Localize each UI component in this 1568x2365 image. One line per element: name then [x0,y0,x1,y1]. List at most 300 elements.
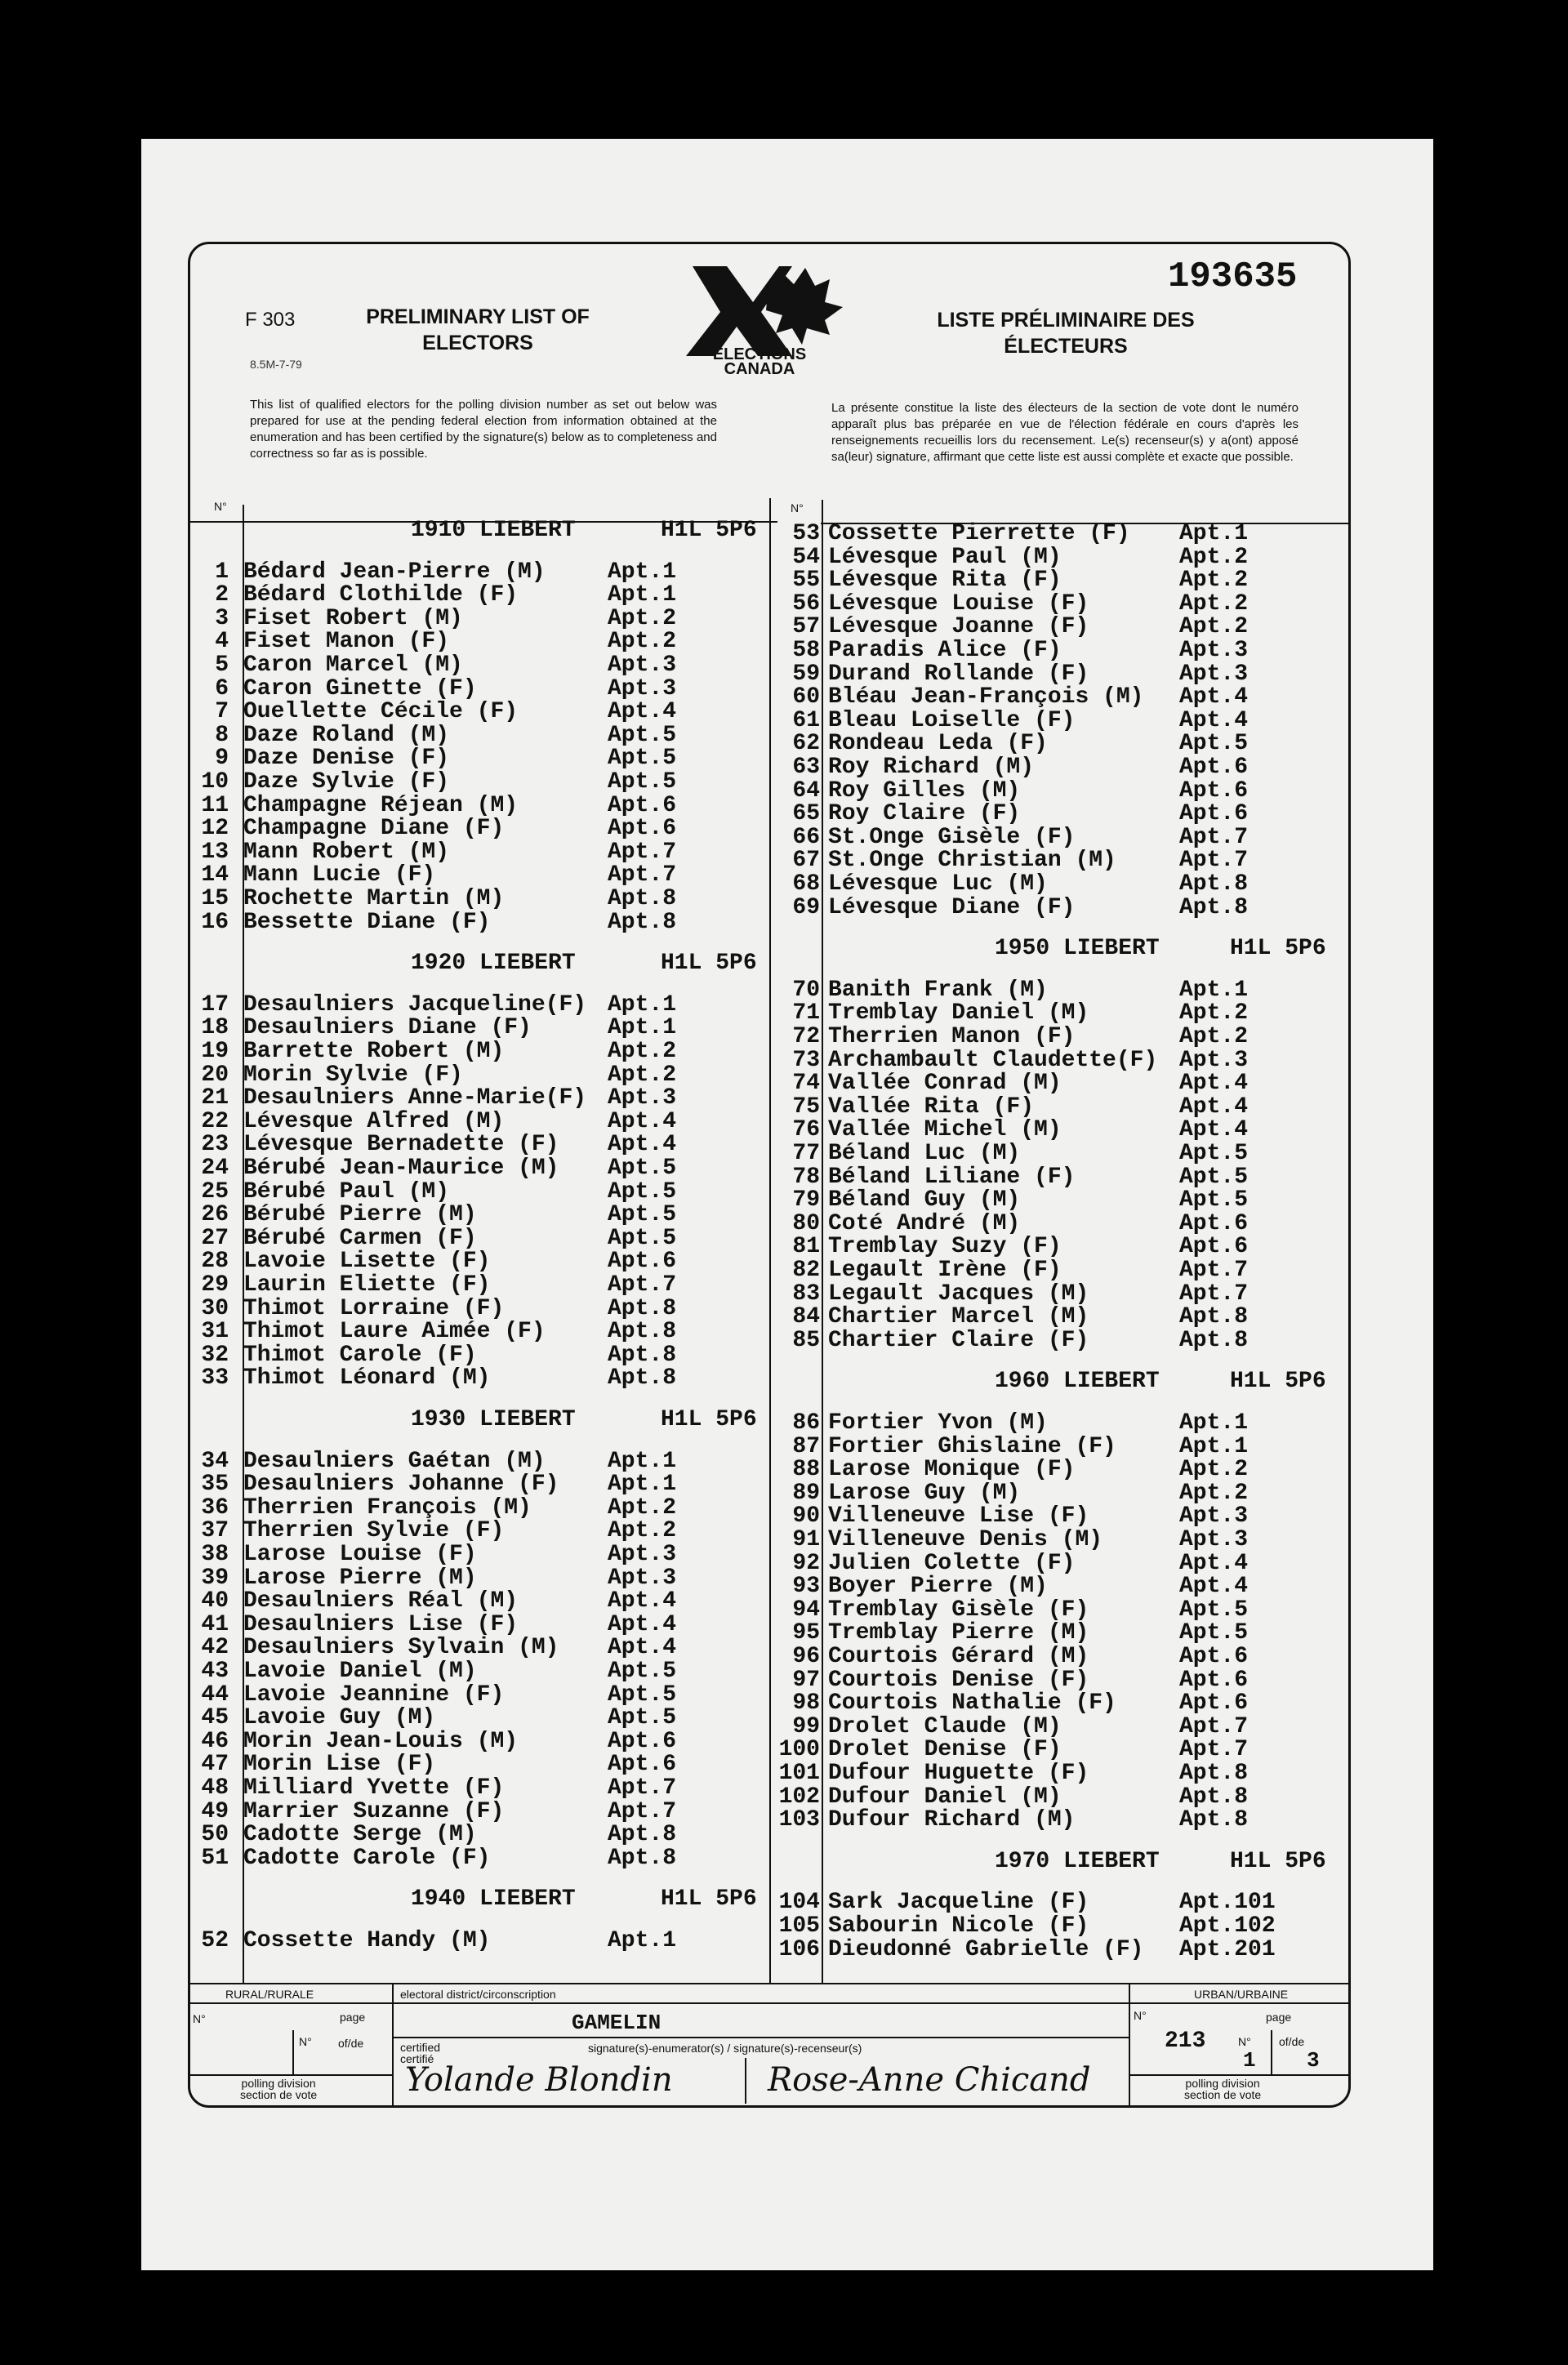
elector-name: Bérubé Pierre (M) [243,1202,477,1228]
elector-apartment: Apt.7 [608,1798,677,1824]
elector-number: 87 [792,1433,820,1459]
elector-name: Béland Luc (M) [828,1141,1021,1166]
elector-apartment: Apt.7 [1179,1713,1249,1739]
elector-apartment: Apt.5 [608,1659,677,1684]
elector-name: Cossette Pierrette (F) [828,521,1130,546]
elector-number: 59 [792,661,820,687]
elector-apartment: Apt.1 [608,582,677,608]
elector-name: Bessette Diane (F) [243,909,491,935]
elector-name: Drolet Denise (F) [828,1737,1062,1763]
elector-name: Desaulniers Anne-Marie(F) [243,1085,587,1111]
elector-apartment: Apt.1 [1179,977,1249,1003]
district-value: GAMELIN [572,2011,662,2035]
elector-name: Milliard Yvette (F) [243,1775,505,1801]
elector-name: Fortier Ghislaine (F) [828,1433,1116,1459]
elector-apartment: Apt.8 [608,909,677,935]
elector-number: 54 [792,544,820,570]
elector-name: Desaulniers Johanne (F) [243,1472,559,1498]
elector-apartment: Apt.3 [608,652,677,678]
urban-page-label: page [1266,2011,1292,2024]
polling-division-number: 213 [1165,2029,1206,2054]
elector-apartment: Apt.2 [1179,1480,1249,1506]
elector-number: 97 [792,1667,820,1693]
elector-apartment: Apt.2 [1179,590,1249,617]
elector-name: Mann Lucie (F) [243,862,436,889]
elector-name: Ouellette Cécile (F) [243,699,519,725]
elector-name: Courtois Denise (F) [828,1667,1089,1693]
page-number: 1 [1243,2048,1256,2073]
elector-name: Desaulniers Lise (F) [243,1611,519,1637]
elector-name: Desaulniers Sylvain (M) [243,1635,559,1661]
elector-number: 106 [778,1936,820,1962]
street-header [995,1369,1326,1395]
elector-apartment: Apt.7 [1179,1280,1249,1307]
elector-name: Morin Lise (F) [243,1752,436,1778]
postal-code: H1L 5P6 [1230,1369,1326,1395]
street-header [411,518,757,543]
elector-apartment: Apt.2 [608,1518,677,1544]
elector-number: 67 [792,848,820,874]
elector-number: 76 [792,1117,820,1143]
elector-name: Sabourin Nicole (F) [828,1913,1089,1939]
footer-urban-page-divider [1271,2030,1272,2074]
street-address: 1950 LIEBERT [995,936,1160,962]
elector-number: 80 [792,1210,820,1236]
elector-name: Béland Liliane (F) [828,1164,1076,1190]
elector-apartment: Apt.6 [608,1752,677,1778]
elector-apartment: Apt.5 [1179,1187,1249,1214]
elector-number: 74 [792,1071,820,1097]
elector-apartment: Apt.8 [608,1845,677,1871]
elector-apartment: Apt.6 [1179,801,1249,827]
rural-page-label: page [340,2011,366,2024]
elector-number: 44 [201,1681,229,1708]
elector-apartment: Apt.5 [608,1178,677,1205]
elector-name: Roy Claire (F) [828,801,1021,827]
street-address: 1930 LIEBERT [411,1407,576,1432]
elector-number: 2 [215,582,229,608]
elector-name: Tremblay Pierre (M) [828,1620,1089,1646]
elector-apartment: Apt.5 [608,746,677,772]
elector-apartment: Apt.6 [608,816,677,842]
elector-name: Cossette Handy (M) [243,1928,491,1953]
rural-page-no-label: N° [299,2035,312,2048]
elector-name: Drolet Claude (M) [828,1713,1062,1739]
elector-number: 73 [792,1047,820,1073]
elector-name: Chartier Claire (F) [828,1327,1089,1353]
elector-apartment: Apt.2 [608,629,677,655]
elector-apartment: Apt.1 [1179,1410,1249,1436]
elections-canada-logo-icon [670,260,849,374]
elector-number: 11 [201,792,229,818]
elector-apartment: Apt.5 [608,1202,677,1228]
elector-name: Lévesque Diane (F) [828,894,1076,920]
elector-number: 25 [201,1178,229,1205]
elector-apartment: Apt.1 [608,1472,677,1498]
elector-name: Durand Rollande (F) [828,661,1089,687]
elector-apartment: Apt.4 [608,1611,677,1637]
elector-number: 45 [201,1705,229,1731]
street-header [995,1848,1326,1874]
elector-name: Therrien François (M) [243,1494,532,1521]
elector-number: 85 [792,1327,820,1353]
elector-name: Dufour Daniel (M) [828,1784,1062,1810]
elector-name: St.Onge Christian (M) [828,848,1116,874]
elector-number: 89 [792,1480,820,1506]
elector-name: Villeneuve Denis (M) [828,1527,1103,1552]
elector-name: Bérubé Paul (M) [243,1178,450,1205]
elector-number: 95 [792,1620,820,1646]
street-address: 1970 LIEBERT [995,1848,1160,1874]
urban-page-no-label: N° [1238,2035,1251,2048]
elector-name: Dufour Huguette (F) [828,1761,1089,1786]
elector-number: 33 [201,1365,229,1392]
elector-apartment: Apt.8 [608,1295,677,1321]
elector-name: Legault Jacques (M) [828,1280,1089,1307]
rural-no-label: N° [193,2012,206,2025]
elector-number: 30 [201,1295,229,1321]
signature-label: signature(s)-enumerator(s) / signature(s)-recenseur(s) [588,2042,862,2055]
elector-apartment: Apt.2 [608,1039,677,1064]
elector-apartment: Apt.2 [1179,544,1249,570]
elector-name: Champagne Diane (F) [243,816,505,842]
page-total: 3 [1307,2048,1320,2073]
elector-apartment: Apt.7 [1179,824,1249,850]
street-header [995,936,1326,962]
elector-number: 26 [201,1202,229,1228]
elector-name: Legault Irène (F) [828,1258,1062,1283]
elector-number: 86 [792,1410,820,1436]
elector-name: Roy Gilles (M) [828,777,1021,804]
postal-code: H1L 5P6 [1230,936,1326,962]
elector-apartment: Apt.6 [1179,1644,1249,1669]
elector-number: 91 [792,1527,820,1552]
elector-number: 62 [792,731,820,757]
elector-number: 49 [201,1798,229,1824]
elector-number: 12 [201,816,229,842]
elector-number: 51 [201,1845,229,1871]
elector-name: Bérubé Carmen (F) [243,1225,477,1251]
elector-number: 64 [792,777,820,804]
elector-number: 103 [778,1807,820,1833]
right-number-divider [822,500,823,1983]
elector-name: Cadotte Serge (M) [243,1822,477,1848]
elector-apartment: Apt.4 [608,699,677,725]
postal-code: H1L 5P6 [661,518,757,543]
rural-polling-label: polling division section de vote [240,2077,318,2101]
elector-number: 3 [215,605,229,631]
elector-number: 61 [792,707,820,733]
elector-apartment: Apt.6 [1179,1234,1249,1260]
elector-name: Courtois Gérard (M) [828,1644,1089,1669]
elector-number: 43 [201,1659,229,1684]
elector-apartment: Apt.6 [1179,777,1249,804]
elector-number: 1 [215,559,229,585]
elector-apartment: Apt.7 [608,1272,677,1298]
elector-name: Thimot Lorraine (F) [243,1295,505,1321]
elector-number: 60 [792,684,820,710]
elector-name: Lavoie Guy (M) [243,1705,436,1731]
elector-number: 55 [792,568,820,594]
elector-name: Lévesque Paul (M) [828,544,1062,570]
elector-apartment: Apt.7 [608,1775,677,1801]
elector-number: 18 [201,1015,229,1041]
elector-apartment: Apt.3 [608,1085,677,1111]
postal-code: H1L 5P6 [661,1407,757,1432]
elector-name: Caron Marcel (M) [243,652,463,678]
elector-name: Tremblay Gisèle (F) [828,1597,1089,1623]
elector-number: 98 [792,1690,820,1717]
elector-apartment: Apt.1 [1179,521,1249,546]
elector-apartment: Apt.102 [1179,1913,1276,1939]
elector-apartment: Apt.8 [1179,1327,1249,1353]
elector-apartment: Apt.8 [1179,1784,1249,1810]
elector-number: 70 [792,977,820,1003]
elector-name: Daze Roland (M) [243,722,450,748]
logo-text-canada: CANADA [724,360,795,374]
elector-name: Lévesque Luc (M) [828,871,1048,897]
elector-apartment: Apt.5 [608,722,677,748]
elector-number: 15 [201,886,229,911]
elector-number: 14 [201,862,229,889]
elector-apartment: Apt.8 [1179,1304,1249,1330]
elector-name: Lavoie Daniel (M) [243,1659,477,1684]
rural-of-label: of/de [338,2037,364,2050]
elector-apartment: Apt.1 [608,1928,677,1953]
elector-name: Lévesque Louise (F) [828,590,1089,617]
elector-name: Therrien Sylvie (F) [243,1518,505,1544]
elector-apartment: Apt.4 [608,1132,677,1158]
footer-rural-polling-rule [188,2074,394,2076]
elector-apartment: Apt.7 [608,839,677,865]
elector-apartment: Apt.8 [608,1319,677,1345]
postal-code: H1L 5P6 [661,951,757,977]
intro-french: La présente constitue la liste des électeurs de la section de vote dont le numéro apparaît plus bas préparée en vue de l'élection fédérale en cours d'après les renseignements recueillis lors du recensement. Le(s) recenseur(s) y a(ont) apposé sa(leur) signature, affirmant que cette liste est aussi complète et exacte que possible. [831,401,1298,464]
elector-apartment: Apt.3 [1179,1503,1249,1530]
elector-apartment: Apt.5 [608,1681,677,1708]
elector-name: Desaulniers Jacqueline(F) [243,991,587,1018]
elector-number: 99 [792,1713,820,1739]
elector-number: 29 [201,1272,229,1298]
elector-name: Larose Monique (F) [828,1457,1076,1483]
elector-name: Marrier Suzanne (F) [243,1798,505,1824]
elector-number: 41 [201,1611,229,1637]
street-address: 1910 LIEBERT [411,518,576,543]
elector-name: Sark Jacqueline (F) [828,1890,1089,1916]
elector-apartment: Apt.6 [1179,1690,1249,1717]
elector-number: 20 [201,1062,229,1088]
elector-number: 35 [201,1472,229,1498]
elector-name: Vallée Conrad (M) [828,1071,1062,1097]
elector-name: Daze Sylvie (F) [243,769,450,795]
elector-apartment: Apt.7 [1179,1737,1249,1763]
postal-code: H1L 5P6 [1230,1848,1326,1874]
street-header [411,951,757,977]
enumerator-signature-1: Yolande Blondin [405,2061,673,2099]
elector-name: Bleau Loiselle (F) [828,707,1076,733]
elector-number: 94 [792,1597,820,1623]
elector-number: 39 [201,1565,229,1591]
elector-number: 5 [215,652,229,678]
elector-number: 63 [792,755,820,780]
title-english: PRELIMINARY LIST OF ELECTORS [366,305,590,354]
elector-apartment: Apt.2 [1179,1457,1249,1483]
elector-number: 37 [201,1518,229,1544]
elector-name: Fiset Robert (M) [243,605,463,631]
elector-name: Julien Colette (F) [828,1550,1076,1576]
elector-apartment: Apt.1 [1179,1433,1249,1459]
street-address: 1940 LIEBERT [411,1886,576,1913]
elector-number: 53 [792,521,820,546]
elector-apartment: Apt.7 [608,862,677,889]
elector-apartment: Apt.6 [608,792,677,818]
elector-name: Lévesque Rita (F) [828,568,1062,594]
elector-number: 82 [792,1258,820,1283]
elector-name: Morin Jean-Louis (M) [243,1728,519,1754]
enumerator-signature-2: Rose-Anne Chicand [768,2061,1091,2099]
elector-number: 16 [201,909,229,935]
title-french: LISTE PRÉLIMINAIRE DES ÉLECTEURS [937,309,1195,358]
street-header [411,1886,757,1913]
elector-name: Cadotte Carole (F) [243,1845,491,1871]
elector-apartment: Apt.2 [608,605,677,631]
elector-apartment: Apt.5 [1179,1597,1249,1623]
elector-number: 90 [792,1503,820,1530]
district-label: electoral district/circonscription [400,1988,556,2001]
elector-apartment: Apt.2 [608,1494,677,1521]
elector-name: Fortier Yvon (M) [828,1410,1048,1436]
elector-apartment: Apt.6 [1179,1667,1249,1693]
elector-apartment: Apt.3 [1179,1047,1249,1073]
elector-name: Daze Denise (F) [243,746,450,772]
certified-label: certified certifié [400,2041,441,2065]
elector-apartment: Apt.4 [608,1635,677,1661]
signature-separator [745,2058,746,2104]
elector-name: Chartier Marcel (M) [828,1304,1089,1330]
elector-number: 75 [792,1093,820,1120]
elector-apartment: Apt.2 [1179,1000,1249,1027]
elector-number: 58 [792,638,820,663]
elector-number: 47 [201,1752,229,1778]
elector-number: 6 [215,675,229,701]
elector-number: 50 [201,1822,229,1848]
elector-name: Bérubé Jean-Maurice (M) [243,1156,559,1181]
elector-name: Fiset Manon (F) [243,629,450,655]
elector-number: 78 [792,1164,820,1190]
elector-name: Courtois Nathalie (F) [828,1690,1116,1717]
col-no-label-right: N° [791,501,804,514]
elector-number: 9 [215,746,229,772]
elector-name: Rondeau Leda (F) [828,731,1048,757]
elector-name: Tremblay Daniel (M) [828,1000,1089,1027]
elector-number: 42 [201,1635,229,1661]
elector-apartment: Apt.201 [1179,1936,1276,1962]
elector-apartment: Apt.8 [608,886,677,911]
elector-number: 17 [201,991,229,1018]
elector-apartment: Apt.1 [608,1015,677,1041]
elector-name: Bédard Jean-Pierre (M) [243,559,546,585]
elector-name: Bléau Jean-François (M) [828,684,1144,710]
elector-apartment: Apt.8 [1179,894,1249,920]
elector-name: St.Onge Gisèle (F) [828,824,1076,850]
elector-name: Béland Guy (M) [828,1187,1021,1214]
footer-rural-divider [392,1984,394,2107]
elector-apartment: Apt.8 [1179,1807,1249,1833]
elector-apartment: Apt.4 [608,1588,677,1615]
form-date-code: 8.5M-7-79 [250,358,302,371]
elector-name: Paradis Alice (F) [828,638,1062,663]
form-number: F 303 [245,309,296,331]
elector-number: 19 [201,1039,229,1064]
elector-name: Caron Ginette (F) [243,675,477,701]
elector-number: 101 [778,1761,820,1786]
postal-code: H1L 5P6 [661,1886,757,1913]
serial-number: 193635 [1168,256,1298,297]
elector-name: Lévesque Bernadette (F) [243,1132,559,1158]
elector-apartment: Apt.2 [1179,1024,1249,1049]
elector-apartment: Apt.5 [608,1156,677,1181]
col-no-label-left: N° [214,500,227,513]
elector-number: 83 [792,1280,820,1307]
footer-label-rule [188,2002,1351,2004]
elector-number: 56 [792,590,820,617]
elector-apartment: Apt.1 [608,559,677,585]
elector-apartment: Apt.4 [1179,684,1249,710]
footer-top-rule [188,1983,1351,1984]
elector-number: 81 [792,1234,820,1260]
elector-apartment: Apt.4 [1179,1550,1249,1576]
elector-number: 102 [778,1784,820,1810]
elector-apartment: Apt.5 [608,769,677,795]
street-header [411,1407,757,1432]
elector-apartment: Apt.3 [1179,661,1249,687]
elector-number: 31 [201,1319,229,1345]
urban-label: URBAN/URBAINE [1194,1988,1289,2001]
elector-number: 92 [792,1550,820,1576]
elector-name: Tremblay Suzy (F) [828,1234,1062,1260]
urban-polling-label: polling division section de vote [1184,2077,1262,2101]
elector-apartment: Apt.3 [608,675,677,701]
elector-apartment: Apt.5 [1179,1620,1249,1646]
street-address: 1920 LIEBERT [411,951,576,977]
elector-number: 10 [201,769,229,795]
elector-name: Vallée Michel (M) [828,1117,1062,1143]
elector-number: 24 [201,1156,229,1181]
elector-apartment: Apt.2 [1179,568,1249,594]
elector-name: Roy Richard (M) [828,755,1035,780]
elector-name: Champagne Réjean (M) [243,792,519,818]
elector-name: Larose Guy (M) [828,1480,1021,1506]
elector-number: 104 [778,1890,820,1916]
elector-number: 21 [201,1085,229,1111]
elector-name: Boyer Pierre (M) [828,1574,1048,1600]
elector-apartment: Apt.8 [608,1822,677,1848]
elector-apartment: Apt.1 [608,1448,677,1474]
elector-name: Therrien Manon (F) [828,1024,1076,1049]
elector-apartment: Apt.8 [608,1365,677,1392]
elector-number: 7 [215,699,229,725]
elector-name: Archambault Claudette(F) [828,1047,1158,1073]
footer-urban-divider [1129,1984,1130,2107]
elector-name: Bédard Clothilde (F) [243,582,519,608]
elector-number: 88 [792,1457,820,1483]
elector-name: Dieudonné Gabrielle (F) [828,1936,1144,1962]
elector-name: Lavoie Jeannine (F) [243,1681,505,1708]
elector-name: Barrette Robert (M) [243,1039,505,1064]
elector-number: 84 [792,1304,820,1330]
elector-name: Villeneuve Lise (F) [828,1503,1089,1530]
elector-number: 4 [215,629,229,655]
